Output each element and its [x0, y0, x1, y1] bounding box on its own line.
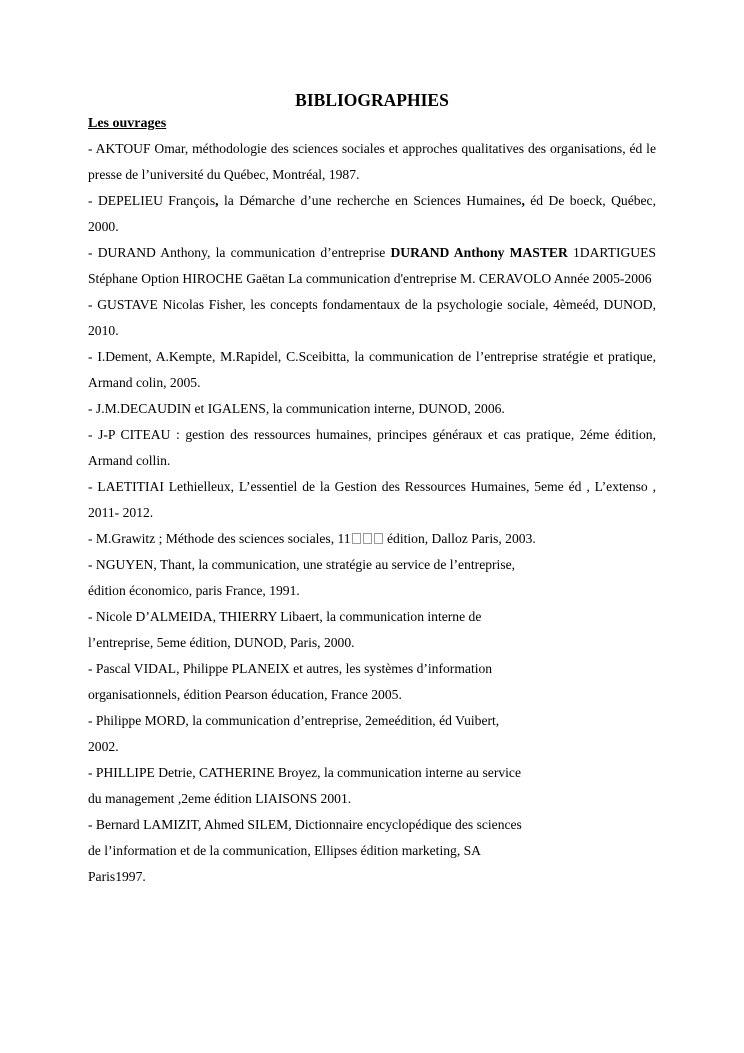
- bibliography-entry: - AKTOUF Omar, méthodologie des sciences sociales et approches qualitatives des organisations, éd le presse de l’université du Québec, Montréal, 1987.: [88, 141, 656, 182]
- bibliography-entry: - GUSTAVE Nicolas Fisher, les concepts fondamentaux de la psychologie sociale, 4èmeéd, DUNOD, 2010.: [88, 297, 656, 338]
- document-page: [88, 88, 656, 890]
- missing-glyph-icon: [374, 533, 383, 544]
- bibliography-entry: - LAETITIAI Lethielleux, L’essentiel de la Gestion des Ressources Humaines, 5eme éd , L’extenso , 2011- 2012.: [88, 479, 656, 520]
- missing-glyph-icon: [363, 533, 372, 544]
- page-title: BIBLIOGRAPHIES: [295, 90, 449, 110]
- bibliography-entry: - J-P CITEAU : gestion des ressources humaines, principes généraux et cas pratique, 2éme édition, Armand collin.: [88, 427, 656, 468]
- bibliography-entry: - J.M.DECAUDIN et IGALENS, la communication interne, DUNOD, 2006.: [88, 401, 505, 416]
- bibliography-entry: - M.Grawitz ; Méthode des sciences sociales, 11 édition, Dalloz Paris, 2003.: [88, 531, 536, 546]
- bibliography-entry: - DEPELIEU François, la Démarche d’une recherche en Sciences Humaines, éd De boeck, Québec, 2000.: [88, 193, 656, 234]
- bibliography-entry: - Bernard LAMIZIT, Ahmed SILEM, Dictionnaire encyclopédique des sciences de l’information et de la communication, Ellipses édition marketing, SA Paris1997.: [88, 817, 522, 884]
- bibliography-entry: - Nicole D’ALMEIDA, THIERRY Libaert, la communication interne de l’entreprise, 5eme édition, DUNOD, Paris, 2000.: [88, 609, 482, 650]
- section-heading: Les ouvrages: [88, 116, 167, 131]
- bibliography-entry: - NGUYEN, Thant, la communication, une stratégie au service de l’entreprise, édition économico, paris France, 1991.: [88, 557, 516, 598]
- bibliography-entry: - I.Dement, A.Kempte, M.Rapidel, C.Sceibitta, la communication de l’entreprise stratégie et pratique, Armand colin, 2005.: [88, 349, 656, 390]
- bibliography-entry: - Philippe MORD, la communication d’entreprise, 2emeédition, éd Vuibert, 2002.: [88, 713, 500, 754]
- bibliography-entry: - Pascal VIDAL, Philippe PLANEIX et autres, les systèmes d’information organisationnels, édition Pearson éducation, France 2005.: [88, 661, 493, 702]
- missing-glyph-icon: [352, 533, 361, 544]
- bibliography-entry: - PHILLIPE Detrie, CATHERINE Broyez, la communication interne au service du management ,2eme édition LIAISONS 2001.: [88, 765, 521, 806]
- bibliography-entry: - DURAND Anthony, la communication d’entreprise DURAND Anthony MASTER 1DARTIGUES Stéphane Option HIROCHE Gaëtan La communication d'entreprise M. CERAVOLO Année 2005-2006: [88, 245, 656, 286]
